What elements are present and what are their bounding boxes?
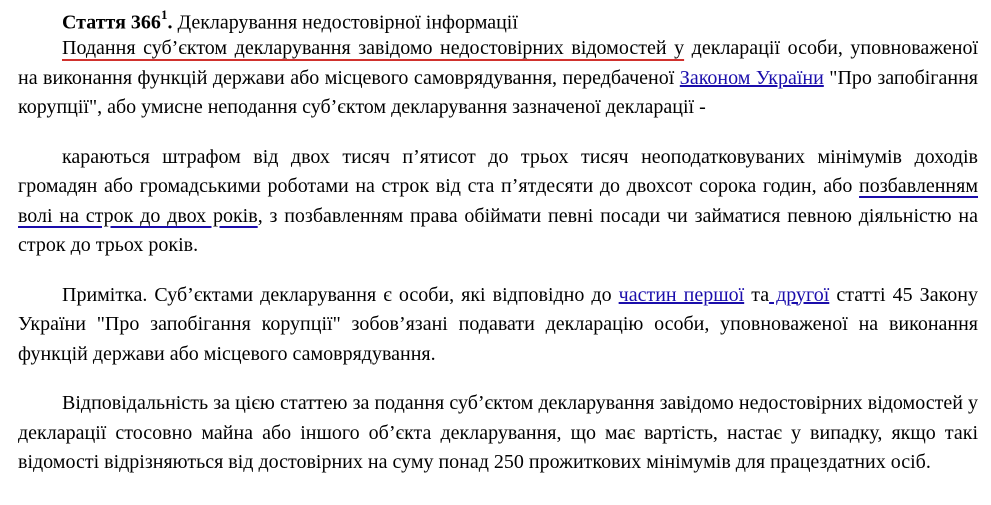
highlighted-phrase: позбавленням волі на строк до двох років (18, 175, 978, 227)
paragraph-sanction (18, 143, 978, 261)
paragraph-note (18, 281, 978, 370)
paragraph-text: статті 45 Закону України "Про запобігання корупції" зобов’язані подавати декларацію особи, уповноваженої на виконання функцій держави або місцевого самоврядування. (18, 283, 978, 365)
paragraph-text: та (744, 283, 770, 306)
paragraph-text: караються штрафом від двох тисяч п’ятисот до трьох тисяч неоподатковуваних мінімумів доходів громадян або громадськими роботами на строк від ста п’ятдесяти до двохсот сорока годин, або (18, 145, 978, 197)
article-title (18, 0, 978, 34)
paragraph-spacer (18, 123, 978, 143)
paragraph-text: , з позбавленням права обіймати певні посади чи займатися певною діяльністю на строк до трьох років. (18, 204, 978, 256)
law-link[interactable]: Законом України (679, 66, 824, 89)
article-content (18, 0, 978, 478)
part-one-link[interactable]: частин першої (618, 283, 745, 306)
paragraph-text: "Про запобігання корупції", або умисне неподання суб’єктом декларування зазначеної декларації - (18, 66, 978, 118)
paragraph-spacer (18, 369, 978, 389)
article-number-dot: . (167, 11, 173, 34)
highlighted-phrase: Подання суб’єктом декларування завідомо недостовірних відомостей у (62, 37, 685, 59)
article-number: Стаття 366 (62, 11, 161, 34)
article-heading: Декларування недостовірної інформації (172, 11, 518, 34)
paragraph-liability: Відповідальність за цією статтею за подання суб’єктом декларування завідомо недостовірних відомостей у декларації стосовно майна або іншого об’єкта декларування, що має вартість, настає у випадку, якщо такі відомості відрізняються від достовірних на суму понад 250 прожиткових мінімумів для працездатних осіб. (18, 392, 978, 473)
paragraph-disposition (18, 34, 978, 123)
part-two-link[interactable]: другої (769, 283, 830, 306)
paragraph-spacer (18, 261, 978, 281)
paragraph-text: Примітка. Суб’єктами декларування є особи, які відповідно до (62, 283, 619, 306)
article-number-superscript: 1 (160, 7, 168, 22)
paragraph-text: декларації особи, уповноваженої на виконання функцій держави або місцевого самоврядування, передбаченої (18, 37, 979, 89)
